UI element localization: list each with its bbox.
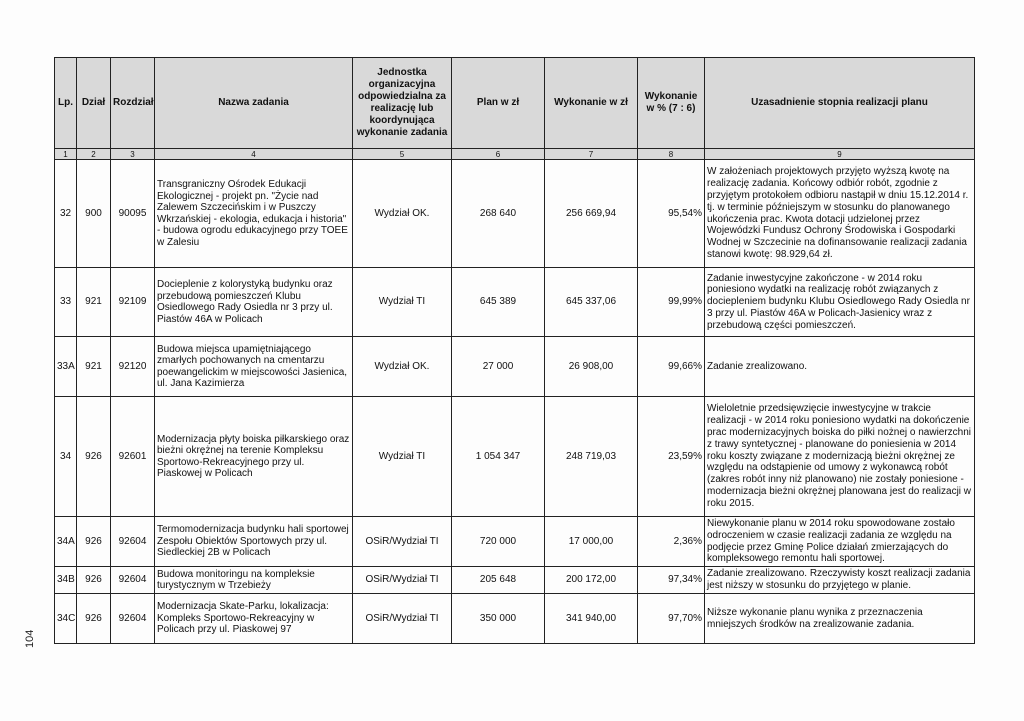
cell-nazwa: Budowa monitoringu na kompleksie turystycznym w Trzebieży: [155, 567, 353, 594]
cell-rozdzial: 92604: [111, 517, 155, 567]
cell-jednostka: Wydział TI: [353, 397, 452, 517]
cell-jednostka: Wydział OK.: [353, 160, 452, 268]
cell-dzial: 921: [77, 337, 111, 397]
cell-lp: 32: [55, 160, 77, 268]
header-uzasadnienie: Uzasadnienie stopnia realizacji planu: [705, 58, 975, 149]
cell-uzasadnienie: W założeniach projektowych przyjęto wyższą kwotę na realizację zadania. Końcowy odbiór robót, zgodnie z przyjętym protokołem odbioru nastąpił w dniu 15.12.2014 r. tj. w terminie późniejszym w stosunku do planowanego ukończenia prac. Kwota dotacji udzielonej przez Wojewódzki Fundusz Ochrony Środowiska i Gospodarki Wodnej w Szczecinie na dofinansowanie realizacji zadania stanowi kwotę: 98.929,64 zł.: [705, 160, 975, 268]
cell-pct: 99,99%: [638, 268, 705, 337]
column-number: 8: [638, 149, 705, 160]
cell-dzial: 900: [77, 160, 111, 268]
cell-wykonanie: 17 000,00: [545, 517, 638, 567]
cell-nazwa: Modernizacja płyty boiska piłkarskiego oraz bieżni okrężnej na terenie Kompleksu Sportowo-Rekreacyjnego przy ul. Piaskowej w Policach: [155, 397, 353, 517]
cell-plan: 268 640: [452, 160, 545, 268]
cell-pct: 23,59%: [638, 397, 705, 517]
cell-dzial: 926: [77, 397, 111, 517]
cell-plan: 205 648: [452, 567, 545, 594]
header-nazwa: Nazwa zadania: [155, 58, 353, 149]
cell-pct: 99,66%: [638, 337, 705, 397]
cell-wykonanie: 200 172,00: [545, 567, 638, 594]
table-row: [55, 594, 975, 644]
table-row: [55, 268, 975, 337]
cell-dzial: 926: [77, 567, 111, 594]
cell-dzial: 921: [77, 268, 111, 337]
header-dzial: Dział: [77, 58, 111, 149]
header-wykonanie: Wykonanie w zł: [545, 58, 638, 149]
cell-plan: 1 054 347: [452, 397, 545, 517]
column-number: 1: [55, 149, 77, 160]
cell-nazwa: Modernizacja Skate-Parku, lokalizacja: Kompleks Sportowo-Rekreacyjny w Policach przy ul. Piaskowej 97: [155, 594, 353, 644]
cell-pct: 97,34%: [638, 567, 705, 594]
column-number-row: [55, 149, 975, 160]
column-number: 7: [545, 149, 638, 160]
cell-uzasadnienie: Zadanie zrealizowano.: [705, 337, 975, 397]
column-number: 4: [155, 149, 353, 160]
cell-nazwa: Budowa miejsca upamiętniającego zmarłych pochowanych na cmentarzu poewangelickim w miejscowości Jasienica, ul. Jana Kazimierza: [155, 337, 353, 397]
cell-uzasadnienie: Niższe wykonanie planu wynika z przeznaczenia mniejszych środków na zrealizowanie zadania.: [705, 594, 975, 644]
cell-lp: 34A: [55, 517, 77, 567]
cell-rozdzial: 92604: [111, 567, 155, 594]
column-number: 3: [111, 149, 155, 160]
cell-wykonanie: 256 669,94: [545, 160, 638, 268]
table-row: [55, 160, 975, 268]
cell-lp: 34: [55, 397, 77, 517]
page-number: 104: [24, 629, 36, 648]
cell-lp: 33A: [55, 337, 77, 397]
column-number: 2: [77, 149, 111, 160]
cell-plan: 350 000: [452, 594, 545, 644]
cell-nazwa: Termomodernizacja budynku hali sportowej Zespołu Obiektów Sportowych przy ul. Siedleckiej 2B w Policach: [155, 517, 353, 567]
cell-plan: 645 389: [452, 268, 545, 337]
header-wykonanie-pct: Wykonanie w % (7 : 6): [638, 58, 705, 149]
column-number: 5: [353, 149, 452, 160]
cell-uzasadnienie: Zadanie inwestycyjne zakończone - w 2014 roku poniesiono wydatki na realizację robót związanych z dociepleniem budynku Klubu Osiedlowego Rady Osiedla nr 3 przy ul. Piastów 46A w Policach-Jasienicy wraz z przebudową części pomieszczeń.: [705, 268, 975, 337]
cell-wykonanie: 248 719,03: [545, 397, 638, 517]
table-row: [55, 397, 975, 517]
column-number: 9: [705, 149, 975, 160]
cell-pct: 2,36%: [638, 517, 705, 567]
cell-pct: 95,54%: [638, 160, 705, 268]
header-jednostka: Jednostka organizacyjna odpowiedzialna za realizację lub koordynująca wykonanie zadania: [353, 58, 452, 149]
cell-uzasadnienie: Wieloletnie przedsięwzięcie inwestycyjne w trakcie realizacji - w 2014 roku poniesiono wydatki na dokończenie prac modernizacyjnych boiska do piłki nożnej o nawierzchni z trawy syntetycznej - planowane do poniesienia w 2014 roku koszty związane z modernizacją bieżni okrężnej ze względu na odstąpienie od umowy z wykonawcą robót (zakres robót inny niż planowano) nie zostały poniesione - modernizacja bieżni okrężnej planowana jest do realizacji w roku 2015.: [705, 397, 975, 517]
cell-rozdzial: 92601: [111, 397, 155, 517]
cell-uzasadnienie: Niewykonanie planu w 2014 roku spowodowane zostało odroczeniem w czasie realizacji zadania ze względu na podjęcie przez Gminę Police działań zmierzających do kompleksowego remontu hali sportowej.: [705, 517, 975, 567]
cell-wykonanie: 26 908,00: [545, 337, 638, 397]
cell-jednostka: Wydział OK.: [353, 337, 452, 397]
table-row: [55, 517, 975, 567]
cell-uzasadnienie: Zadanie zrealizowano. Rzeczywisty koszt realizacji zadania jest niższy w stosunku do przyjętego w planie.: [705, 567, 975, 594]
table-header-row: [55, 58, 975, 149]
column-number: 6: [452, 149, 545, 160]
cell-wykonanie: 645 337,06: [545, 268, 638, 337]
cell-pct: 97,70%: [638, 594, 705, 644]
cell-jednostka: OSiR/Wydział TI: [353, 517, 452, 567]
cell-rozdzial: 92109: [111, 268, 155, 337]
table-row: [55, 567, 975, 594]
cell-lp: 33: [55, 268, 77, 337]
cell-plan: 720 000: [452, 517, 545, 567]
cell-dzial: 926: [77, 594, 111, 644]
cell-nazwa: Docieplenie z kolorystyką budynku oraz przebudową pomieszczeń Klubu Osiedlowego Rady Osiedla nr 3 przy ul. Piastów 46A w Policach: [155, 268, 353, 337]
cell-jednostka: Wydział TI: [353, 268, 452, 337]
cell-dzial: 926: [77, 517, 111, 567]
header-plan: Plan w zł: [452, 58, 545, 149]
cell-rozdzial: 92120: [111, 337, 155, 397]
cell-lp: 34C: [55, 594, 77, 644]
cell-wykonanie: 341 940,00: [545, 594, 638, 644]
table-row: [55, 337, 975, 397]
header-rozdzial: Rozdział: [111, 58, 155, 149]
cell-lp: 34B: [55, 567, 77, 594]
cell-nazwa: Transgraniczny Ośrodek Edukacji Ekologicznej - projekt pn. "Życie nad Zalewem Szczecińskim i w Puszczy Wkrzańskiej - ekologia, edukacja i historia" - budowa ogrodu edukacyjnego przy TOEE w Zalesiu: [155, 160, 353, 268]
cell-rozdzial: 90095: [111, 160, 155, 268]
cell-plan: 27 000: [452, 337, 545, 397]
cell-jednostka: OSiR/Wydział TI: [353, 594, 452, 644]
header-lp: Lp.: [55, 58, 77, 149]
cell-jednostka: OSiR/Wydział TI: [353, 567, 452, 594]
budget-table: [54, 57, 975, 644]
cell-rozdzial: 92604: [111, 594, 155, 644]
